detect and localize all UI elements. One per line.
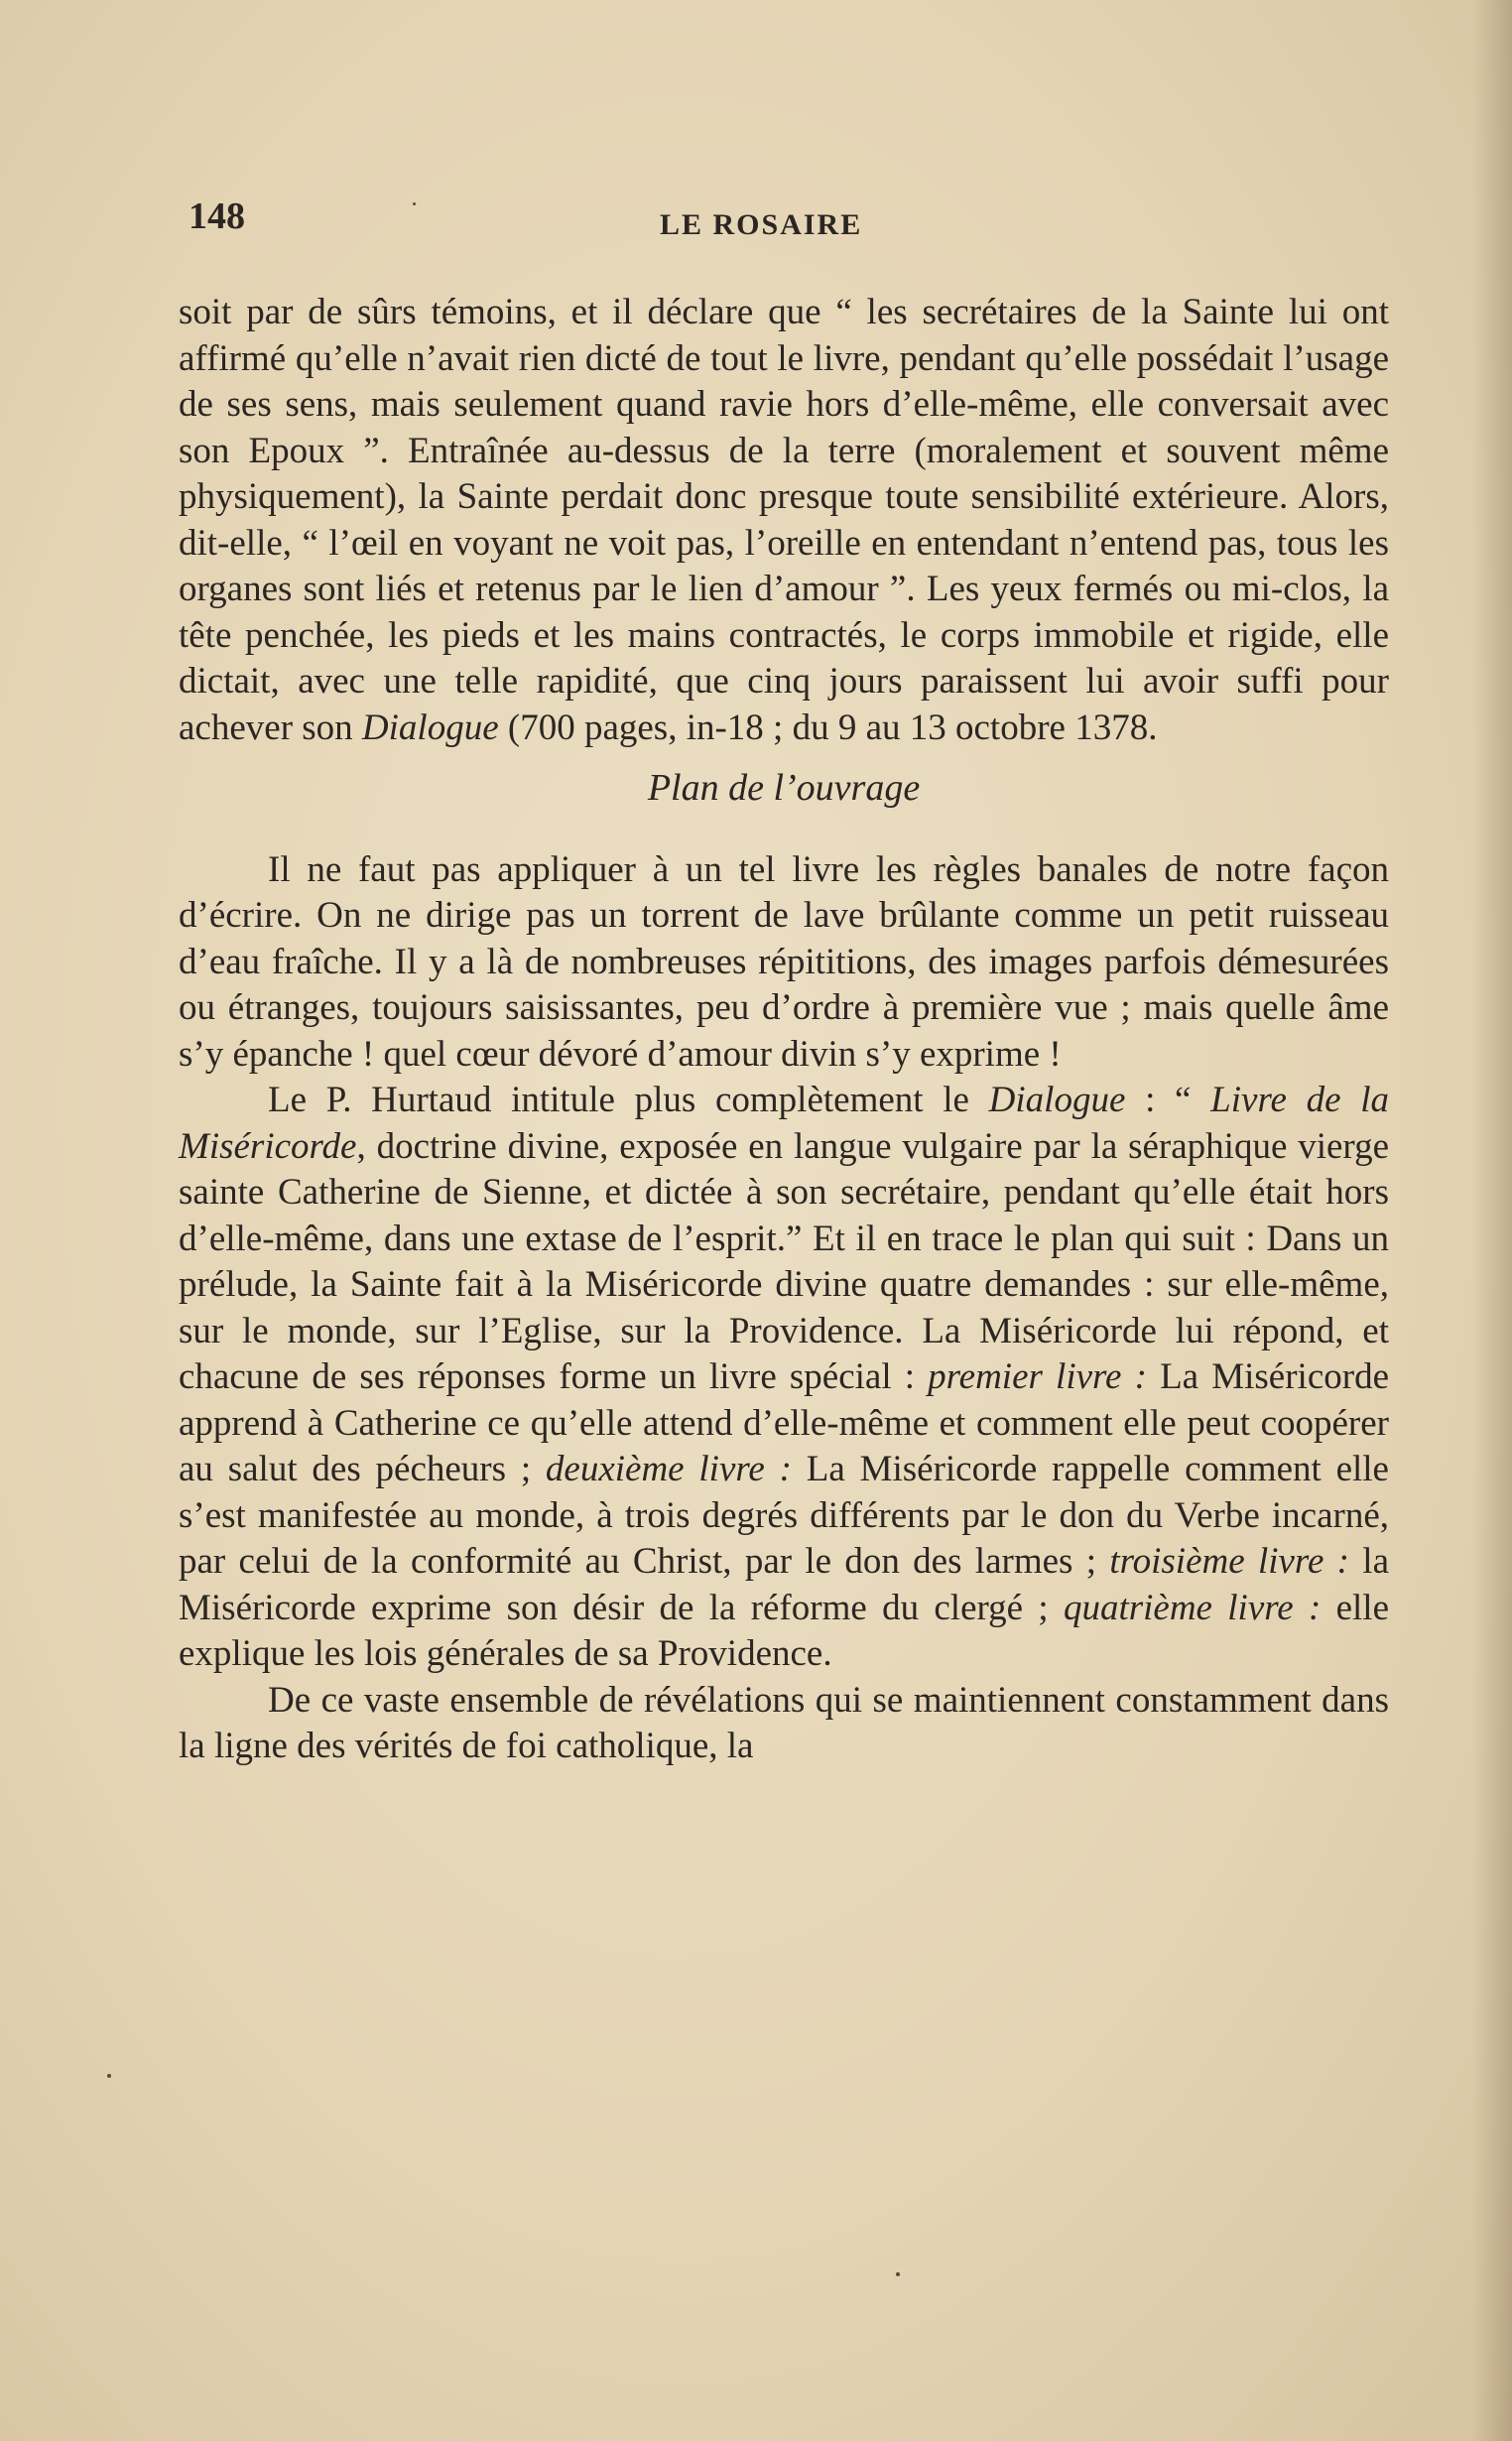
deuxieme-livre-italic: deuxième livre : xyxy=(545,1449,792,1489)
paragraph-3-text-c: , doctrine divine, exposée en langue vulgaire par la séraphique vierge sainte Catherine de Sienne, et dictée à son secrétaire, pendant qu’elle était hors d’elle-même, dans une extase de l’esprit.” Et il en trace le plan qui suit : Dans un prélude, la Sainte fait à la Miséricorde divine quatre demandes : sur elle-même, sur le monde, sur l’Eglise, sur la Providence. La Miséricorde lui répond, et chacune de ses réponses forme un livre spécial : xyxy=(179,1125,1389,1397)
premier-livre-italic: premier livre : xyxy=(928,1356,1147,1397)
running-title: LE ROSAIRE xyxy=(660,208,863,241)
paragraph-3-text-g: elle explique les lois générales de sa Providence. xyxy=(179,1587,1389,1674)
paragraph-3-text-d: La Miséricorde apprend à Catherine ce qu’elle attend d’elle-même et comment elle peut coopérer au salut des pécheurs ; xyxy=(179,1356,1389,1489)
page-header xyxy=(189,194,1399,254)
troisieme-livre-italic: troisième livre : xyxy=(1109,1541,1349,1582)
page-number: 148 xyxy=(189,195,245,237)
page-gutter-shadow xyxy=(1472,0,1512,2441)
paper-speck xyxy=(107,2074,111,2078)
page-body xyxy=(179,290,1389,1770)
paragraph-3-text-b: : “ xyxy=(1125,1080,1211,1120)
paragraph-4: De ce vaste ensemble de révélations qui se maintiennent constamment dans la ligne des vérités de foi catholique, la xyxy=(179,1679,1389,1766)
paper-speck xyxy=(896,2272,900,2276)
section-heading: Plan de l’ouvrage xyxy=(647,767,921,809)
paragraph-1-end: (700 pages, in-18 ; du 9 au 13 octobre 1378. xyxy=(498,707,1158,748)
paragraph-3 xyxy=(179,1078,1389,1678)
paragraph-3-text-f: la Miséricorde exprime son désir de la réforme du clergé ; xyxy=(179,1541,1390,1628)
paragraph-1-text: soit par de sûrs témoins, et il déclare que “ les secrétaires de la Sainte lui ont affirmé qu’elle n’avait rien dicté de tout le livre, pendant qu’elle possédait l’usage de ses sens, mais seulement quand ravie hors d’elle-même, elle conversait avec son Epoux ”. Entraînée au-dessus de la terre (moralement et souvent même physiquement), la Sainte perdait donc presque toute sensibilité extérieure. Alors, dit-elle, “ l’œil en voyant ne voit pas, l’oreille en entendant n’entend pas, tous les organes sont liés et retenus par le lien d’amour ”. Les yeux fermés ou mi-clos, la tête penchée, les pieds et les mains contractés, le corps immobile et rigide, elle dictait, avec une telle rapidité, que cinq jours paraissent lui avoir suffi pour achever son xyxy=(179,292,1389,748)
paragraph-2: Il ne faut pas appliquer à un tel livre les règles banales de notre façon d’écrire. On ne dirige pas un torrent de lave brûlante comme un petit ruisseau d’eau fraîche. Il y a là de nombreuses répititions, des images parfois démesurées ou étranges, toujours saisissantes, peu d’ordre à première vue ; mais quelle âme s’y épanche ! quel cœur dévoré d’amour divin s’y exprime ! xyxy=(179,848,1389,1075)
dialogue-italic: Dialogue xyxy=(988,1080,1126,1120)
paragraph-3-text-a: Le P. Hurtaud intitule plus complètement le xyxy=(268,1080,989,1120)
paper-speck xyxy=(413,202,416,205)
dialogue-title: Dialogue xyxy=(361,707,499,748)
paragraph-3-text-e: La Miséricorde rappelle comment elle s’est manifestée au monde, à trois degrés différents par le don du Verbe incarné, par celui de la conformité au Christ, par le don des larmes ; xyxy=(179,1449,1389,1582)
livre-misericorde-italic: Livre de la Miséricorde xyxy=(179,1080,1389,1167)
quatrieme-livre-italic: quatrième livre : xyxy=(1063,1587,1322,1628)
paragraph-1 xyxy=(179,290,1389,751)
